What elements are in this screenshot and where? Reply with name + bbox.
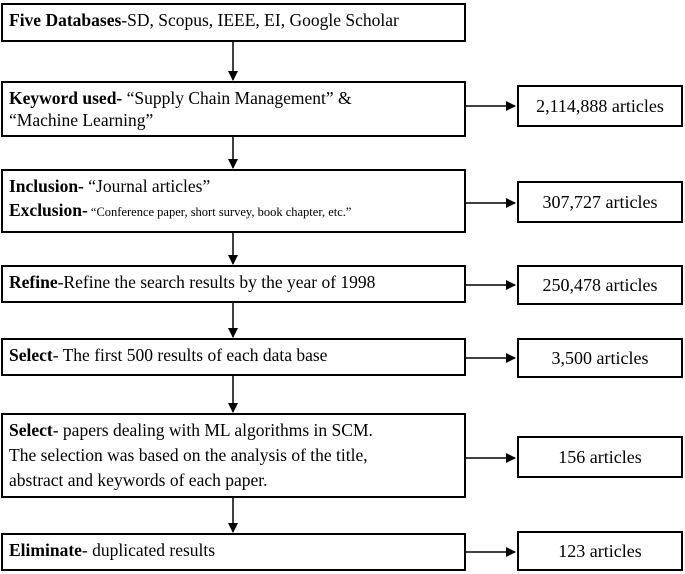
count-eliminate: 123 articles xyxy=(517,531,683,571)
step-label: Select xyxy=(9,420,53,440)
step-inclusion-exclusion xyxy=(1,169,466,233)
step-select-first xyxy=(1,338,466,376)
step-label: Five Databases xyxy=(9,10,122,30)
step-label: Eliminate xyxy=(9,540,82,560)
step-text: “Supply Chain Management” & xyxy=(122,88,352,108)
count-select-first: 3,500 articles xyxy=(517,338,683,378)
step-text-line2: The selection was based on the analysis of the title, xyxy=(9,445,368,465)
count-inclusion: 307,727 articles xyxy=(517,181,683,223)
count-keywords: 2,114,888 articles xyxy=(517,85,683,127)
step-text: - papers dealing with ML algorithms in SCM. xyxy=(52,420,373,440)
step-refine xyxy=(1,265,466,303)
inclusion-label: Inclusion- xyxy=(9,176,84,196)
step-text: -Refine the search results by the year of 1998 xyxy=(57,272,376,292)
exclusion-label: Exclusion- xyxy=(9,200,88,220)
step-label: Refine xyxy=(9,272,58,292)
step-label: Select xyxy=(9,345,53,365)
step-select-ml xyxy=(1,413,466,498)
count-select-ml: 156 articles xyxy=(517,436,683,478)
step-databases xyxy=(1,3,466,42)
step-text: -SD, Scopus, IEEE, EI, Google Scholar xyxy=(121,10,399,30)
exclusion-text: “Conference paper, short survey, book chapter, etc.” xyxy=(87,205,352,219)
step-eliminate xyxy=(1,533,466,571)
step-text-line3: abstract and keywords of each paper. xyxy=(9,470,268,490)
inclusion-text: “Journal articles” xyxy=(83,176,211,196)
count-refine: 250,478 articles xyxy=(517,265,683,305)
step-text-line2: “Machine Learning” xyxy=(9,110,154,130)
step-label: Keyword used- xyxy=(9,88,123,108)
step-keywords xyxy=(1,81,466,137)
step-text: - duplicated results xyxy=(81,540,216,560)
step-text: - The first 500 results of each data base xyxy=(52,345,328,365)
